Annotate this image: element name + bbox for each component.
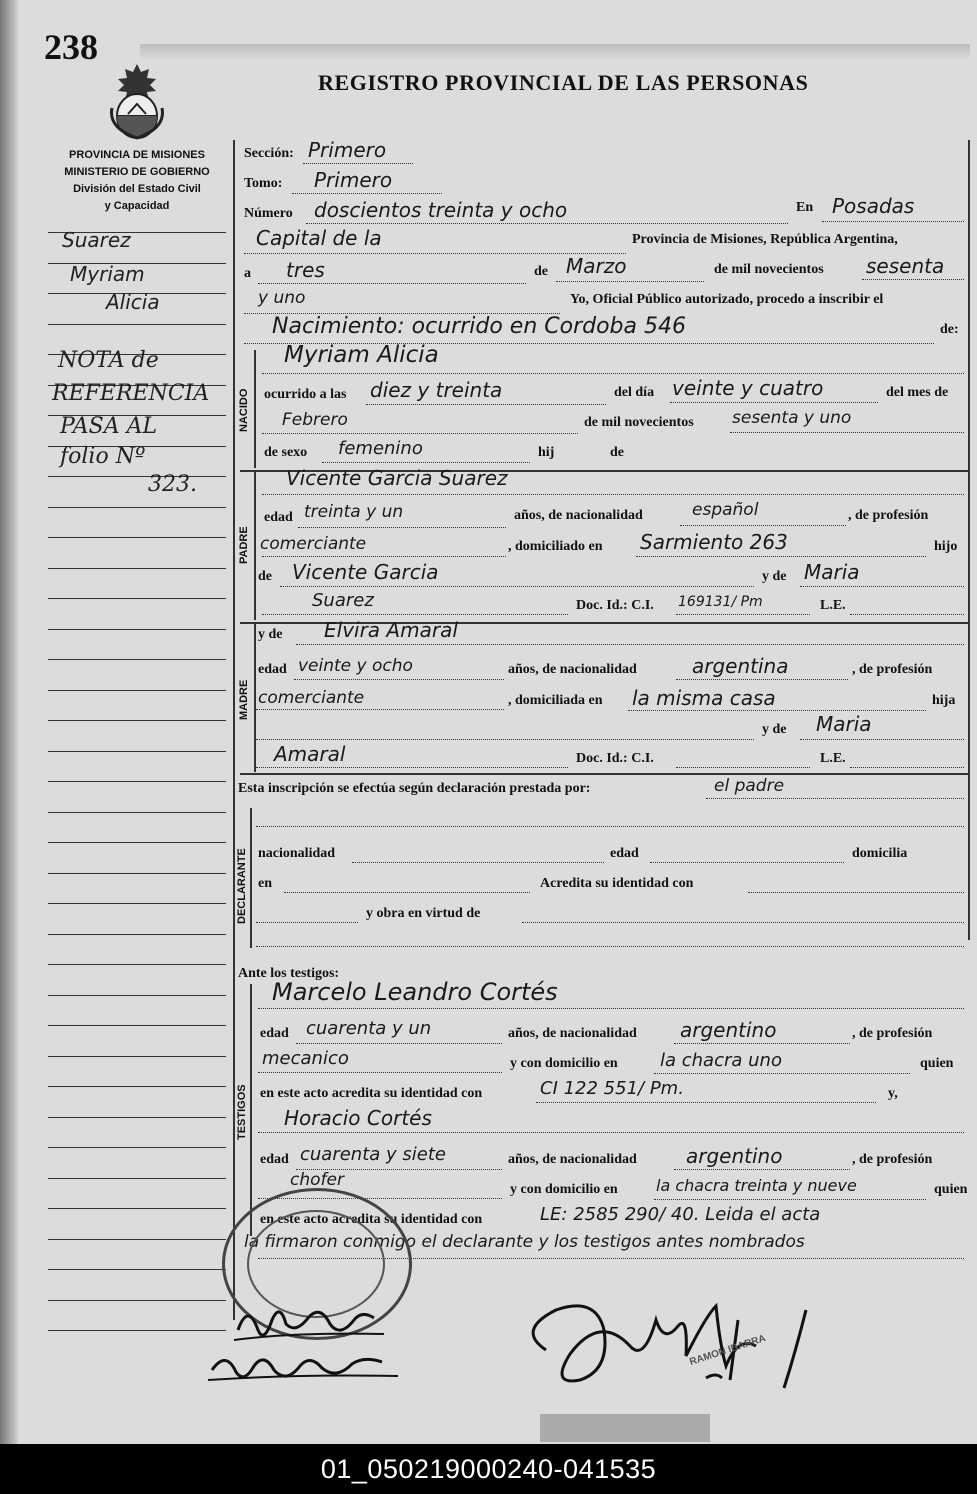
label-de-2: de	[610, 445, 624, 460]
label-de: de	[534, 264, 548, 279]
value-t2-nac: argentino	[686, 1144, 783, 1168]
label-profesion-t1: , de profesión	[852, 1026, 933, 1041]
label-numero: Número	[244, 206, 293, 221]
paper-tape	[540, 1414, 710, 1442]
label-hijo: hijo	[934, 539, 958, 554]
value-abuela-a: Maria	[804, 560, 860, 584]
value-seccion: Primero	[308, 138, 387, 162]
value-padre-dom: Sarmiento 263	[640, 530, 788, 554]
label-anos-nac-t1: años, de nacionalidad	[508, 1026, 637, 1041]
field-line	[256, 709, 504, 710]
section-label-padre: PADRE	[238, 526, 250, 564]
document-title: REGISTRO PROVINCIAL DE LAS PERSONAS	[318, 70, 809, 95]
value-numero: doscientos treinta y ocho	[314, 198, 568, 222]
label-obra: y obra en virtud de	[366, 906, 481, 921]
margin-divider	[233, 140, 235, 1320]
margin-rule	[48, 720, 226, 721]
label-quien-t1: quien	[920, 1056, 954, 1071]
label-ante-testigos: Ante los testigos:	[238, 966, 340, 981]
margin-note-line: REFERENCIA	[52, 381, 210, 406]
value-t1-ci: CI 122 551/ Pm.	[540, 1078, 684, 1099]
margin-rule	[48, 1239, 226, 1240]
field-line	[676, 679, 848, 680]
folio-number: 238	[44, 27, 98, 67]
field-line	[636, 556, 926, 557]
margin-rule	[48, 751, 226, 752]
value-t1-nac: argentino	[680, 1018, 777, 1042]
margin-rule	[48, 476, 226, 477]
value-abuelo: Vicente Garcia	[292, 560, 439, 584]
field-line	[800, 739, 964, 740]
value-abuela-m: Maria	[816, 712, 872, 736]
signature-witness-2	[206, 1346, 406, 1386]
value-anio-a: sesenta	[866, 254, 945, 278]
margin-rule	[48, 903, 226, 904]
label-anos-nac-t2: años, de nacionalidad	[508, 1152, 637, 1167]
field-line	[256, 826, 964, 827]
right-border	[968, 140, 970, 940]
field-line	[654, 1073, 910, 1074]
field-line	[522, 922, 964, 923]
value-lugar: Posadas	[832, 194, 915, 218]
field-line	[256, 946, 964, 947]
field-line	[256, 767, 568, 768]
value-abuela-m2: Amaral	[274, 742, 346, 766]
margin-rule	[48, 842, 226, 843]
label-ocurrido: ocurrido a las	[264, 387, 347, 402]
label-edad: edad	[264, 510, 293, 525]
value-declarante: el padre	[714, 776, 785, 796]
margin-rule	[48, 1117, 226, 1118]
label-en-decl: en	[258, 876, 272, 891]
field-line	[262, 433, 578, 434]
field-line	[628, 710, 926, 711]
official-name-stamp: RAMON IBARRA	[688, 1332, 768, 1369]
field-line	[650, 862, 844, 863]
section-label-declarante: DECLARANTE	[236, 848, 248, 924]
margin-rule	[48, 1056, 226, 1057]
section-bracket	[254, 624, 256, 772]
label-domiciliado: , domiciliado en	[508, 539, 603, 554]
label-de-3: de	[258, 569, 272, 584]
label-con-domicilio-t1: y con domicilio en	[510, 1056, 618, 1071]
margin-rule	[48, 1208, 226, 1209]
margin-rule	[48, 598, 226, 599]
value-hora: diez y treinta	[370, 378, 503, 402]
issuer-line: y Capacidad	[104, 200, 170, 212]
value-dia-nac: veinte y cuatro	[672, 376, 824, 400]
label-inscripcion: Esta inscripción se efectúa según declaración prestada por:	[238, 781, 591, 796]
field-line	[296, 644, 964, 645]
field-line	[262, 373, 964, 374]
label-le-madre: L.E.	[820, 751, 846, 766]
margin-rule	[48, 659, 226, 660]
margin-firstname: Myriam	[70, 262, 145, 286]
label-yo-oficial: Yo, Oficial Público autorizado, procedo a inscribir el	[570, 292, 884, 307]
value-tomo: Primero	[314, 168, 393, 192]
field-line	[258, 1132, 964, 1133]
margin-note-line: PASA AL	[60, 414, 158, 439]
label-del-mes: del mes de	[886, 385, 949, 400]
issuer-line: PROVINCIA DE MISIONES	[69, 149, 205, 161]
label-en-este-acto-t2: en este acto acredita su identidad con	[260, 1212, 483, 1227]
section-label-madre: MADRE	[238, 679, 250, 720]
margin-rule	[48, 1147, 226, 1148]
value-padre-prof: comerciante	[260, 534, 367, 554]
value-capital: Capital de la	[256, 226, 382, 250]
field-line	[822, 221, 964, 222]
value-anio-b: y uno	[258, 288, 306, 308]
label-profesion: , de profesión	[848, 508, 929, 523]
label-y-de: y de	[762, 569, 787, 584]
section-label-nacido: NACIDO	[238, 388, 250, 432]
field-line	[674, 1169, 850, 1170]
label-y: y,	[888, 1086, 898, 1101]
value-padre-ci: 169131/ Pm	[678, 594, 763, 610]
label-seccion: Sección:	[244, 146, 294, 161]
label-anos-nac: años, de nacionalidad	[514, 508, 643, 523]
label-nacionalidad: nacionalidad	[258, 846, 336, 861]
field-line	[654, 1199, 926, 1200]
value-abuela-b: Suarez	[312, 590, 374, 611]
margin-rule	[48, 629, 226, 630]
field-line	[322, 462, 530, 463]
margin-rule	[48, 934, 226, 935]
margin-middlename: Alicia	[106, 290, 160, 314]
label-doc-id-madre: Doc. Id.: C.I.	[576, 751, 654, 766]
field-line	[674, 1043, 850, 1044]
field-line	[730, 432, 964, 433]
value-t1-dom: la chacra uno	[660, 1050, 782, 1071]
field-line	[294, 679, 504, 680]
margin-rule	[48, 1269, 226, 1270]
margin-rule	[48, 507, 226, 508]
field-line	[800, 586, 964, 587]
label-de-mil: de mil novecientos	[714, 262, 824, 277]
field-line	[850, 767, 964, 768]
field-line	[296, 1043, 502, 1044]
label-profesion-madre: , de profesión	[852, 662, 933, 677]
label-del-dia: del día	[614, 385, 655, 400]
label-en: En	[796, 200, 814, 215]
value-padre-nac: español	[692, 500, 759, 520]
section-bracket	[254, 350, 256, 468]
label-provincia: Provincia de Misiones, República Argentina,	[632, 232, 898, 247]
margin-note-line: NOTA de	[58, 348, 159, 373]
signature-witness-1	[230, 1300, 400, 1350]
margin-rule	[48, 690, 226, 691]
label-a: a	[244, 266, 251, 281]
label-profesion-t2: , de profesión	[852, 1152, 933, 1167]
issuer-line: División del Estado Civil	[73, 183, 201, 195]
margin-surname: Suarez	[62, 228, 131, 252]
value-t2-ci: LE: 2585 290/ 40. Leida el acta	[540, 1204, 821, 1225]
field-line	[352, 862, 604, 863]
margin-rule	[48, 1330, 226, 1331]
signature-official	[506, 1290, 876, 1400]
label-tomo: Tomo:	[244, 176, 283, 191]
label-acredita: Acredita su identidad con	[540, 876, 694, 891]
margin-rule	[48, 537, 226, 538]
value-t1-edad: cuarenta y un	[306, 1018, 432, 1039]
value-mes: Marzo	[566, 254, 627, 278]
label-domiciliada: , domiciliada en	[508, 693, 603, 708]
field-line	[306, 223, 788, 224]
value-padre-nombre: Vicente Garcia Suarez	[286, 466, 508, 490]
value-anio-nac: sesenta y uno	[732, 408, 852, 428]
margin-rule	[48, 324, 226, 325]
label-edad-t1: edad	[260, 1026, 289, 1041]
coat-of-arms-icon	[104, 60, 170, 142]
value-madre-prof: comerciante	[258, 688, 365, 708]
value-cierre: la firmaron conmigo el declarante y los testigos antes nombrados	[244, 1232, 805, 1252]
label-edad-t2: edad	[260, 1152, 289, 1167]
value-testigo2: Horacio Cortés	[284, 1106, 432, 1130]
value-nacimiento: Nacimiento: ocurrido en Cordoba 546	[272, 314, 686, 339]
label-quien-t2: quien	[934, 1182, 968, 1197]
section-bracket	[250, 808, 252, 948]
scan-identifier: 01_050219000240-041535	[0, 1444, 977, 1494]
field-line	[280, 586, 754, 587]
label-y-de-2: y de	[258, 627, 283, 642]
field-line	[262, 556, 506, 557]
field-line	[706, 798, 964, 799]
label-edad-madre: edad	[258, 662, 287, 677]
margin-rule	[48, 781, 226, 782]
label-sexo: de sexo	[264, 445, 308, 460]
margin-rule	[48, 1025, 226, 1026]
label-con-domicilio-t2: y con domicilio en	[510, 1182, 618, 1197]
margin-rule	[48, 1300, 226, 1301]
value-madre-edad: veinte y ocho	[298, 656, 413, 676]
field-line	[298, 527, 506, 528]
value-t2-prof: chofer	[290, 1170, 344, 1190]
section-bracket	[254, 472, 256, 620]
field-line	[258, 283, 526, 284]
value-dia: tres	[286, 258, 325, 282]
issuer-line: MINISTERIO DE GOBIERNO	[64, 166, 210, 178]
field-line	[676, 614, 810, 615]
value-mes-nac: Febrero	[282, 410, 348, 430]
label-hij: hij	[538, 445, 555, 460]
margin-note-line: folio Nº	[60, 444, 146, 469]
field-line	[536, 1102, 876, 1103]
margin-rule	[48, 964, 226, 965]
page-top-shadow	[140, 44, 970, 60]
value-testigo1: Marcelo Leandro Cortés	[272, 978, 558, 1006]
value-t1-prof: mecanico	[262, 1048, 349, 1069]
field-line	[670, 402, 878, 403]
label-le: L.E.	[820, 598, 846, 613]
value-nombre: Myriam Alicia	[284, 342, 439, 368]
margin-rule	[48, 873, 226, 874]
margin-note-line: 323.	[148, 472, 197, 497]
page-binding-shadow	[0, 0, 18, 1444]
value-madre-dom: la misma casa	[632, 686, 776, 710]
field-line	[262, 614, 568, 615]
field-line	[256, 922, 358, 923]
issuer-header	[44, 147, 230, 215]
value-madre-nombre: Elvira Amaral	[324, 618, 458, 642]
label-doc-id: Doc. Id.: C.I.	[576, 598, 654, 613]
label-de-colon: de:	[940, 322, 959, 337]
field-line	[303, 163, 413, 164]
section-divider	[240, 773, 968, 775]
margin-rule	[48, 568, 226, 569]
field-line	[680, 525, 846, 526]
field-line	[676, 767, 810, 768]
field-line	[850, 614, 964, 615]
field-line	[258, 1072, 502, 1073]
field-line	[556, 281, 704, 282]
value-t2-edad: cuarenta y siete	[300, 1144, 446, 1165]
value-madre-nac: argentina	[692, 654, 789, 678]
section-label-testigos: TESTIGOS	[236, 1084, 248, 1140]
field-line	[292, 193, 442, 194]
section-bracket	[250, 984, 252, 1236]
margin-rule	[48, 812, 226, 813]
value-padre-edad: treinta y un	[304, 502, 404, 522]
label-y-de-3: y de	[762, 722, 787, 737]
label-de-mil-2: de mil novecientos	[584, 415, 694, 430]
field-line	[862, 279, 964, 280]
margin-rule	[48, 995, 226, 996]
margin-rule	[48, 1086, 226, 1087]
field-line	[258, 1008, 964, 1009]
field-line	[748, 892, 964, 893]
label-edad-decl: edad	[610, 846, 639, 861]
label-anos-nac-madre: años, de nacionalidad	[508, 662, 637, 677]
label-hija: hija	[932, 693, 956, 708]
value-sexo: femenino	[338, 438, 423, 459]
field-line	[284, 892, 530, 893]
label-domicilia: domicilia	[852, 846, 908, 861]
field-line	[366, 404, 606, 405]
field-line	[256, 739, 754, 740]
label-en-este-acto-t1: en este acto acredita su identidad con	[260, 1086, 483, 1101]
value-t2-dom: la chacra treinta y nueve	[656, 1176, 857, 1195]
margin-rule	[48, 1178, 226, 1179]
field-line	[262, 494, 964, 495]
